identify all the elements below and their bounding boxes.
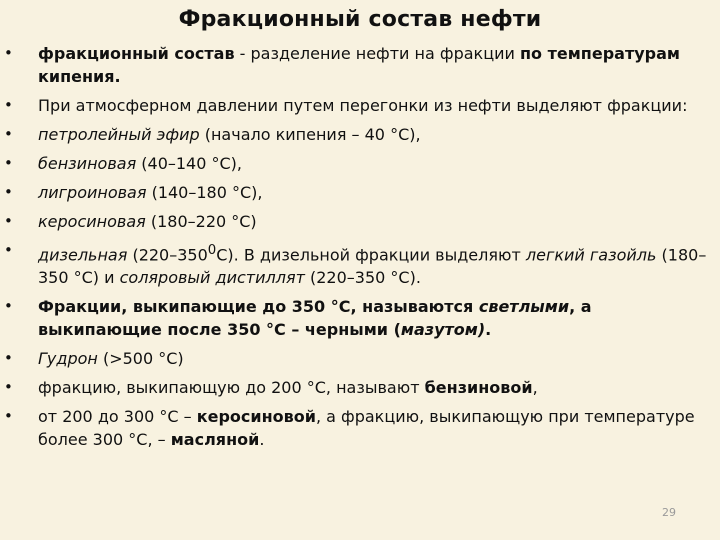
text: , а выкипающие после 350 °С – черными ( bbox=[38, 297, 592, 340]
term: светлыми bbox=[478, 297, 570, 317]
term: мазутом) bbox=[400, 320, 486, 340]
fraction-name: петролейный эфир bbox=[38, 125, 200, 144]
list-item bbox=[38, 181, 712, 204]
text: фракцию, выкипающую до 200 °С, называют bbox=[38, 378, 425, 398]
subfraction-name: легкий газойль bbox=[525, 245, 657, 265]
fraction-name: лигроиновая bbox=[38, 183, 147, 202]
fraction-range: (начало кипения – 40 °С), bbox=[199, 125, 421, 144]
list-item bbox=[38, 239, 712, 289]
list-item bbox=[38, 376, 712, 399]
text: Фракции, выкипающие до 350 °С, называются bbox=[38, 297, 479, 317]
superscript: 0 bbox=[207, 243, 217, 258]
fraction-range: (>500 °С) bbox=[97, 349, 184, 369]
subfraction-name: соляровый дистиллят bbox=[119, 268, 305, 288]
fraction-range: (180–220 °С) bbox=[145, 212, 257, 231]
fraction-name: бензиновая bbox=[38, 154, 137, 173]
text: , bbox=[532, 378, 538, 398]
text: . bbox=[485, 320, 492, 340]
list-item bbox=[38, 123, 712, 146]
term: фракционный состав bbox=[38, 44, 235, 63]
bullet-list bbox=[0, 42, 720, 457]
list-item bbox=[38, 295, 712, 341]
text: - разделение нефти на фракции bbox=[234, 44, 520, 63]
list-item bbox=[38, 405, 712, 451]
list-item bbox=[38, 94, 712, 117]
fraction-name: дизельная bbox=[38, 245, 128, 265]
text: С). В дизельной фракции выделяют bbox=[216, 245, 526, 265]
fraction-range: (140–180 °С), bbox=[146, 183, 263, 202]
fraction-range: (40–140 °С), bbox=[136, 154, 242, 173]
text: , а фракцию, выкипающую при температуре более 300 °С, – bbox=[38, 407, 695, 450]
term: масляной bbox=[170, 430, 260, 450]
list-item bbox=[38, 152, 712, 175]
text: При атмосферном давлении путем перегонки из нефти выделяют фракции: bbox=[38, 96, 688, 115]
term: по температурам кипения. bbox=[38, 44, 680, 86]
text: от 200 до 300 °С – bbox=[38, 407, 197, 427]
fraction-name: Гудрон bbox=[38, 349, 98, 369]
text: (180–350 °С) и bbox=[38, 245, 707, 288]
term: бензиновой bbox=[424, 378, 533, 398]
list-item bbox=[38, 347, 712, 370]
text: (220–350 bbox=[127, 245, 208, 265]
text: . bbox=[259, 430, 265, 450]
page-number: 29 bbox=[662, 506, 676, 519]
list-item bbox=[38, 42, 712, 88]
fraction-name: керосиновая bbox=[38, 212, 146, 231]
text: (220–350 °С). bbox=[304, 268, 421, 288]
list-item bbox=[38, 210, 712, 233]
term: керосиновой bbox=[196, 407, 316, 427]
slide-title: Фракционный состав нефти bbox=[178, 7, 542, 32]
